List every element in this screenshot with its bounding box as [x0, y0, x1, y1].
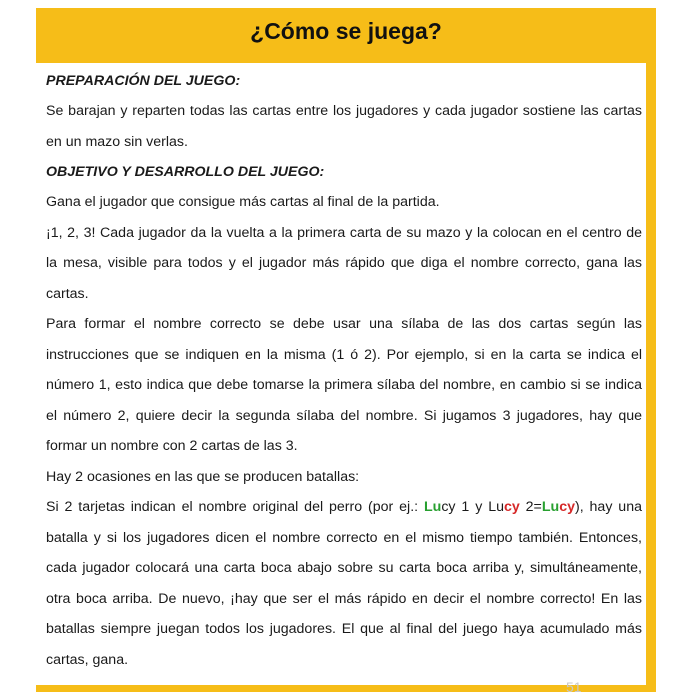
objective-paragraph-5 — [46, 492, 642, 675]
battle-text-4: ), hay una batalla y si los jugadores dicen el nombre correcto en el mismo tiempo también. Entonces, cada jugador colocará una carta boca abajo sobre su carta boca arriba y, simultáneamente, otra boca arriba. De nuevo, ¡hay que ser el más rápido en decir el nombre correcto! En las batallas siempre juegan todos los jugadores. El que al final del juego haya acumulado más cartas, gana. — [46, 499, 642, 668]
instructions-body — [46, 67, 642, 675]
objective-paragraph-2: ¡1, 2, 3! Cada jugador da la vuelta a la primera carta de su mazo y la colocan en el centro de la mesa, visible para todos y el jugador más rápido que diga el nombre correcto, gana las cartas. — [46, 224, 642, 302]
objective-paragraph-3: Para formar el nombre correcto se debe usar una sílaba de las dos cartas según las instrucciones que se indiquen en la misma (1 ó 2). Por ejemplo, si en la carta se indica el número 1, esto indica que debe tomarse la primera sílaba del nombre, en cambio si se indica el número 2, quiere decir la segunda sílaba del nombre. Si jugamos 3 jugadores, hay que formar un nombre con 2 cartas de las 3. — [46, 316, 642, 454]
syllable-lu-green-2: Lu — [541, 499, 560, 515]
syllable-cy-red-2: cy — [559, 499, 575, 515]
syllable-lu-green-1: Lu — [423, 499, 442, 515]
battle-text-2: cy 1 y Lu — [441, 499, 504, 515]
battle-text-1: Si 2 tarjetas indican el nombre original del perro (por ej.: — [46, 499, 424, 515]
battle-text-3: 2= — [519, 499, 542, 515]
syllable-cy-red-1: cy — [503, 499, 520, 515]
page-title: ¿Cómo se juega? — [250, 18, 442, 44]
objective-paragraph-1: Gana el jugador que consigue más cartas al final de la partida. — [46, 194, 440, 210]
objective-paragraph-4: Hay 2 ocasiones en las que se producen batallas: — [46, 468, 360, 485]
page-number: 51 — [566, 679, 582, 695]
preparation-text: Se barajan y reparten todas las cartas entre los jugadores y cada jugador sostiene las cartas en un mazo sin verlas. — [46, 103, 642, 150]
preparation-heading: PREPARACIÓN DEL JUEGO: — [46, 73, 241, 89]
objective-heading: OBJETIVO Y DESARROLLO DEL JUEGO: — [46, 164, 325, 180]
